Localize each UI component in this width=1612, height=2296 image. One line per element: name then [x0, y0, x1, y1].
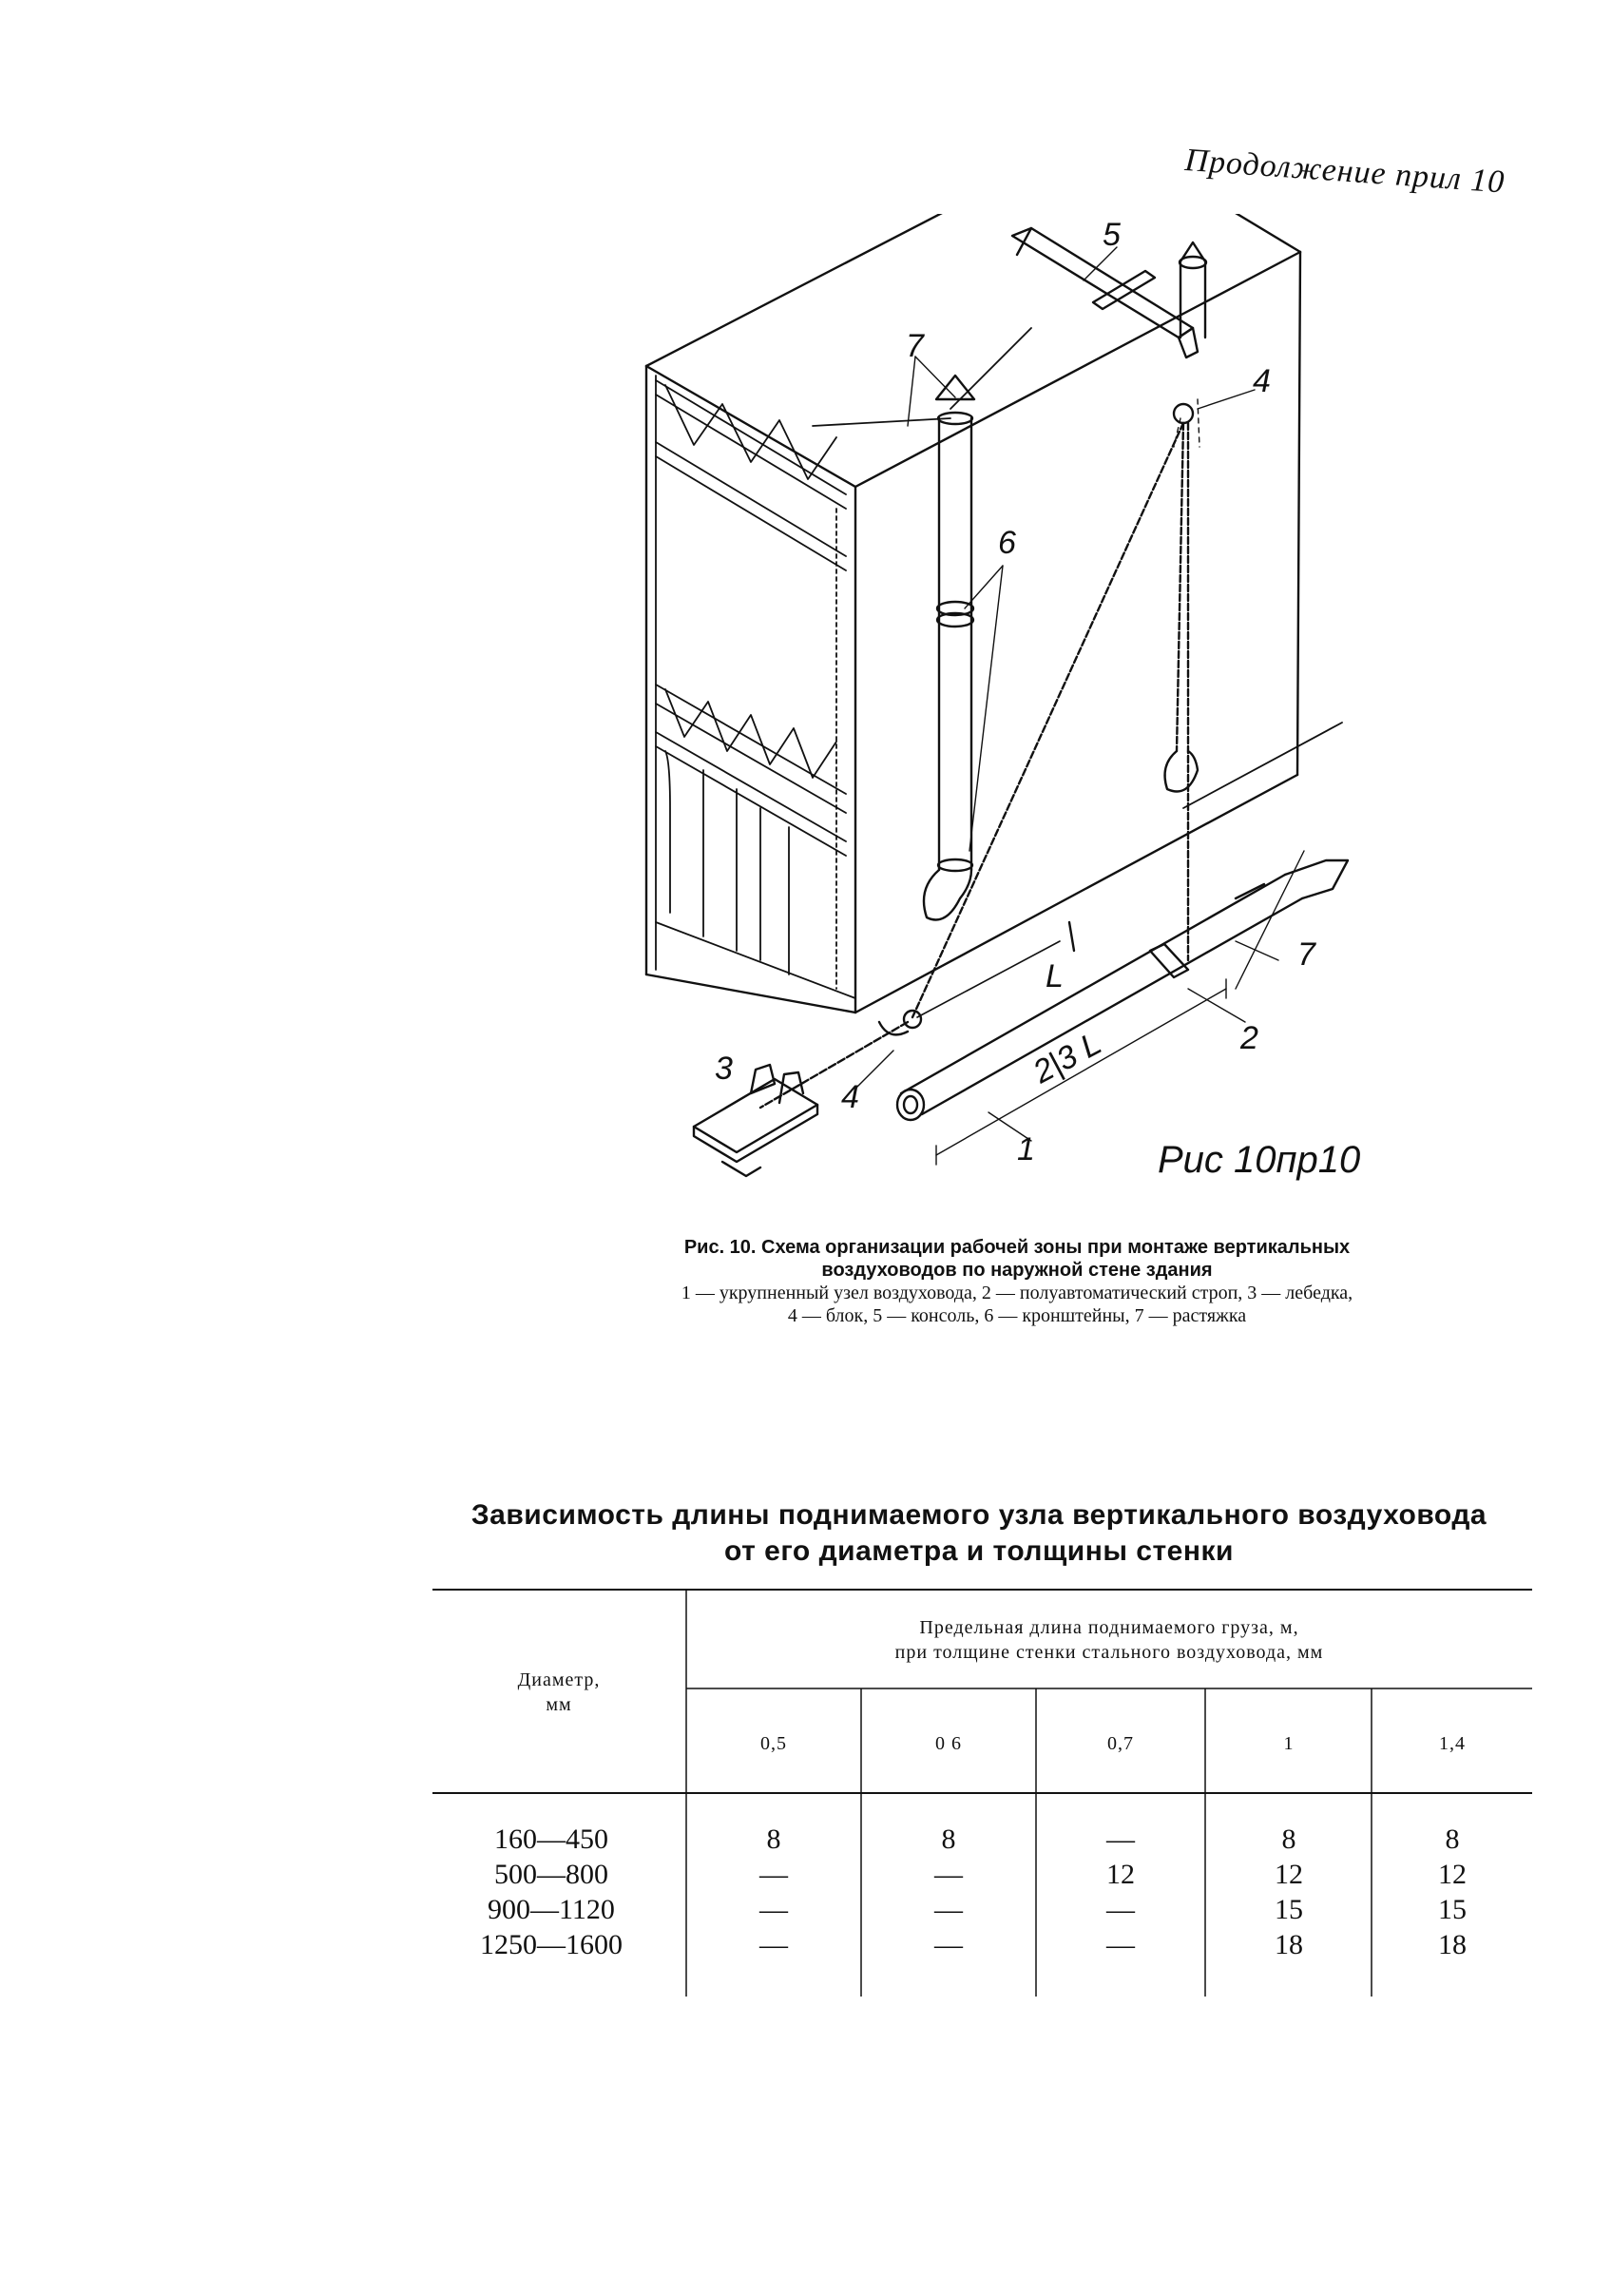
figure-installation-scheme	[627, 214, 1369, 1222]
table-title-line1: Зависимость длины поднимаемого узла вертикального воздуховода	[470, 1499, 1487, 1531]
row-1-diameter: 500—800	[494, 1859, 608, 1890]
building-outline	[646, 214, 1342, 1013]
label-4-bottom: 4	[841, 1079, 859, 1115]
ground-rope	[760, 922, 1074, 1108]
header-thickness-1: 0 6	[935, 1733, 962, 1754]
figure-inline-caption: Рис 10пр10	[1158, 1139, 1361, 1181]
row-1-val-3: 12	[1275, 1859, 1303, 1890]
label-5: 5	[1103, 217, 1121, 253]
caption-legend-line2: 4 — блок, 5 — консоль, 6 — кронштейны, 7 — растяжка	[787, 1305, 1247, 1326]
winch	[694, 1065, 817, 1176]
header-thickness-3: 1	[1283, 1733, 1295, 1754]
header-group-line2: при толщине стенки стального воздуховода, мм	[894, 1642, 1324, 1663]
row-2-val-3: 15	[1275, 1894, 1303, 1925]
continuation-header: Продолжение прил 10	[1183, 143, 1506, 201]
label-7-top: 7	[906, 328, 924, 364]
label-7-right: 7	[1297, 936, 1315, 973]
header-group-line1: Предельная длина поднимаемого груза, м,	[919, 1617, 1299, 1638]
row-0-val-4: 8	[1445, 1823, 1460, 1855]
caption-legend-line1: 1 — укрупненный узел воздуховода, 2 — полуавтоматический строп, 3 — лебедка,	[681, 1283, 1353, 1303]
row-1-val-2: 12	[1106, 1859, 1135, 1890]
header-thickness-2: 0,7	[1107, 1733, 1134, 1754]
header-thickness-0: 0,5	[760, 1733, 787, 1754]
row-0-val-3: 8	[1281, 1823, 1296, 1855]
row-1-val-1: —	[934, 1859, 963, 1890]
row-0-val-2: —	[1106, 1823, 1135, 1855]
caption-title-line1: Рис. 10. Схема организации рабочей зоны при монтаже вертикальных	[683, 1237, 1351, 1258]
header-thickness-4: 1,4	[1439, 1733, 1466, 1754]
label-L: L	[1046, 958, 1064, 994]
vertical-duct	[924, 376, 974, 920]
label-3: 3	[715, 1051, 733, 1087]
table-title-line2: от его диаметра и толщины стенки	[724, 1535, 1234, 1567]
row-3-val-4: 18	[1438, 1929, 1467, 1960]
row-3-val-3: 18	[1275, 1929, 1303, 1960]
header-diameter-line2: мм	[546, 1694, 572, 1715]
table-title	[447, 1497, 1511, 1570]
dimension-lines	[936, 851, 1304, 1165]
row-0-val-1: 8	[941, 1823, 956, 1855]
label-6: 6	[998, 525, 1016, 561]
row-2-val-2: —	[1106, 1894, 1135, 1925]
row-0-diameter: 160—450	[494, 1823, 608, 1855]
row-2-diameter: 900—1120	[488, 1894, 615, 1925]
label-4-top: 4	[1253, 363, 1271, 399]
row-2-val-4: 15	[1438, 1894, 1467, 1925]
row-1-val-4: 12	[1438, 1859, 1467, 1890]
label-1: 1	[1017, 1131, 1035, 1167]
row-2-val-1: —	[934, 1894, 963, 1925]
leader-lines	[855, 247, 1278, 1141]
row-3-val-0: —	[759, 1929, 788, 1960]
header-diameter-line1: Диаметр,	[517, 1669, 601, 1690]
row-3-diameter: 1250—1600	[480, 1929, 623, 1960]
row-2-val-0: —	[759, 1894, 788, 1925]
figure-caption	[532, 1236, 1502, 1327]
row-1-val-0: —	[759, 1859, 788, 1890]
row-0-val-0: 8	[766, 1823, 781, 1855]
row-3-val-1: —	[934, 1929, 963, 1960]
data-table	[432, 1584, 1535, 2002]
row-3-val-2: —	[1106, 1929, 1135, 1960]
label-two-thirds-L: 2|3 L	[1027, 1025, 1107, 1091]
caption-title-line2: воздуховодов по наружной стене здания	[821, 1260, 1213, 1281]
hoist-rope	[912, 399, 1199, 1017]
label-2: 2	[1240, 1020, 1258, 1056]
